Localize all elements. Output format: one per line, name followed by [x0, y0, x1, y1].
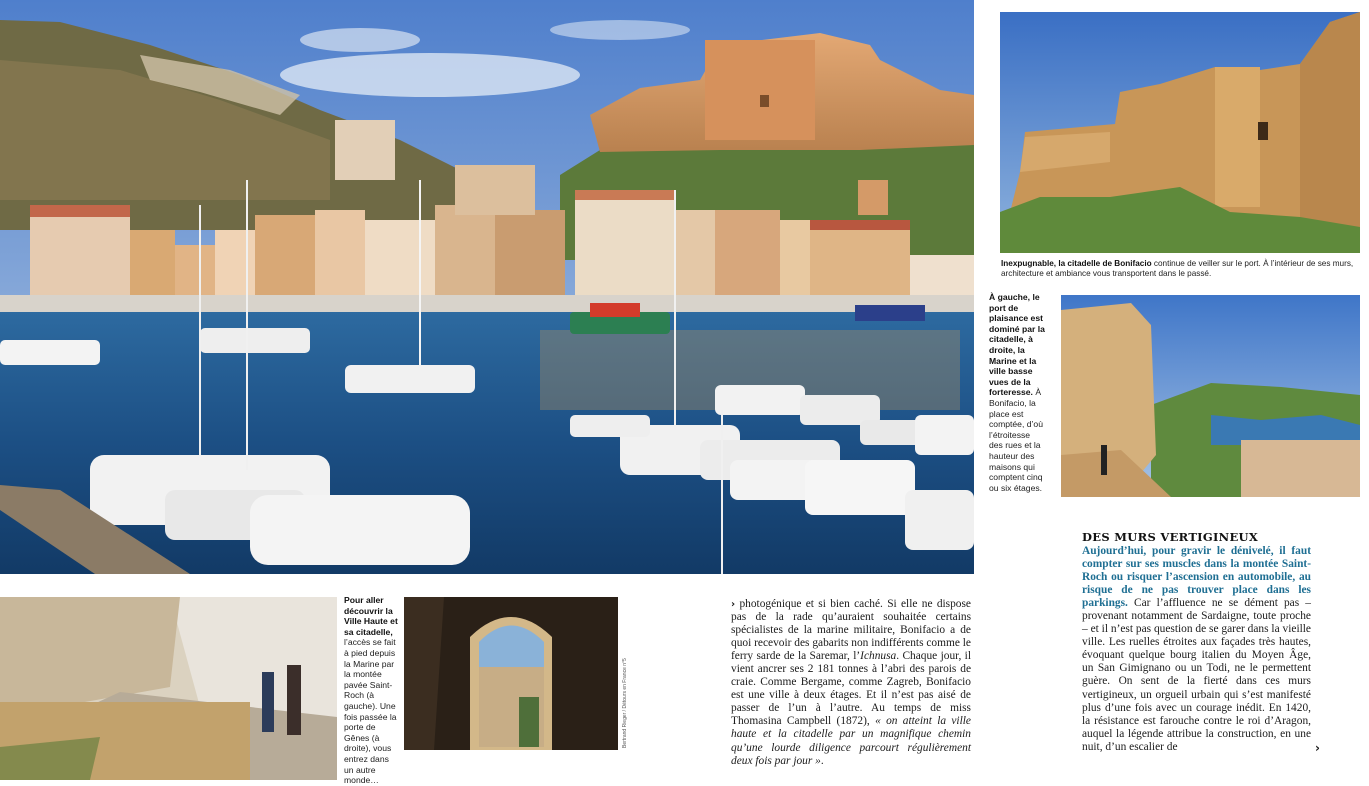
next-page-arrow-icon: › — [1315, 741, 1320, 755]
fortress-view-photo — [1061, 295, 1360, 497]
middle-text-2: . Chaque jour, il vient ancrer ses 2 181 tonnes à l’abri des parois de craie. Comme Bergame, comme Zagreb, Bonifacio est une ville à deux étages. Et il n’est pas aisé de passer de l’un à l’autre. Au temps de miss Thomasina Campbell (1872), — [731, 650, 971, 728]
photo-credit: Bertrand Rieger / Détours en France n°5 — [622, 658, 628, 748]
article-column-right — [1082, 545, 1311, 754]
montee-saint-roch-photo — [0, 597, 337, 780]
middle-text-end: . — [820, 754, 824, 767]
lead-paragraph: Aujourd’hui, pour gravir le dénivelé, il faut compter sur ses muscles dans la montée Saint-Roch ou risquer l’ascension en automobile, au risque de ne pas trouver place dans les parkings. — [1082, 545, 1311, 610]
caption-port — [989, 292, 1045, 493]
caption-citadel-text: continue de veiller sur le port. À l’intérieur de ses murs, architecture et ambiance vous transportent dans le passé. — [1001, 259, 1354, 279]
caption-citadel — [1001, 259, 1359, 279]
section-heading: DES MURS VERTIGINEUX — [1082, 530, 1259, 544]
middle-text-1: photogénique et si bien caché. Si elle ne dispose pas de la rade qu’auraient souhaitée certains spécialistes de la marine militaire, Bonifacio a de quoi recevoir des gabarits non indifférents comme le ferry sarde de la Saremar, l’ — [731, 598, 971, 663]
porte-de-genes-photo — [404, 597, 618, 750]
article-column-middle — [731, 598, 971, 768]
caption-ville-haute — [344, 595, 398, 786]
caption-ville-haute-text: l’accès se fait à pied depuis la Marine par la montée pavée Saint-Roch (à gauche). Une fois passée la porte de Gênes (à droite), vous entrez dans un autre monde… — [344, 637, 397, 786]
caption-port-bold: À gauche, le port de plaisance est dominé par la citadelle, à droite, la Marine et la ville basse vues de la forteresse. — [989, 292, 1045, 398]
citadel-photo — [1000, 12, 1360, 253]
caption-citadel-bold: Inexpugnable, la citadelle de Bonifacio — [1001, 259, 1152, 268]
right-text: Car l’affluence ne se dément pas – provenant notamment de Sardaigne, toute proche – et il n’est pas question de se garer dans la vieille ville. Les ruelles étroites aux façades très hautes, évoquant quelque bourg italien du Moyen Âge, un San Gimignano ou un Todi, ne le permettent guère. On sent de la fierté dans ces murs vertigineux, un orgueil urbain qui s’est manifesté plus d’une fois avec un courage inédit. En 1420, la résistance est farouche contre le roi d’Aragon, auquel la légende attribue la construction, en une nuit, d’un escalier de — [1082, 597, 1311, 753]
ship-name: Ichnusa — [860, 650, 897, 663]
continued-arrow-icon: › — [731, 599, 736, 610]
caption-ville-haute-bold: Pour aller découvrir la Ville Haute et sa citadelle, — [344, 595, 398, 637]
caption-port-text: À Bonifacio, la place est comptée, d’où l’étroitesse des rues et la hauteur des maisons qui comptent cinq ou six étages. — [989, 387, 1043, 493]
campbell-quote: « on atteint la ville haute et la citadelle par un magnifique chemin qu’une lourde diligence parcourt régulièrement deux fois par jour » — [731, 715, 971, 767]
